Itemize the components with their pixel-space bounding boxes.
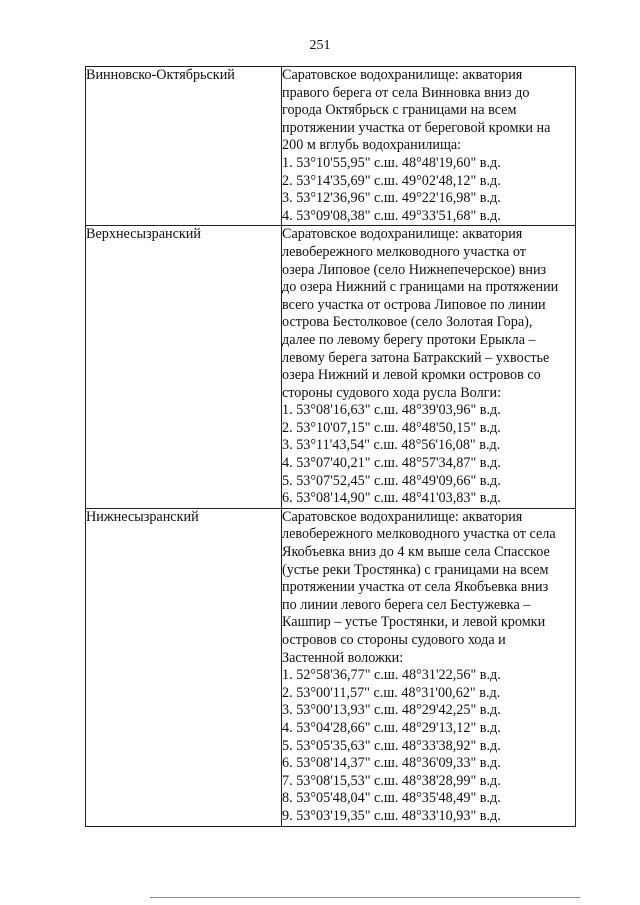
coordinate-line: 5. 53°05'35,63" с.ш. 48°33'38,92" в.д. <box>282 737 501 754</box>
description-line: далее по левому берегу протоки Ерыкла – <box>282 331 536 348</box>
description-line: Саратовское водохранилище: акватория <box>282 67 523 83</box>
coordinate-line: 9. 53°03'19,35" с.ш. 48°33'10,93" в.д. <box>282 807 501 824</box>
description-line: протяжении участка от села Якобъевка вниз <box>282 579 549 596</box>
description-line: до озера Нижний с границами на протяжении <box>282 279 559 296</box>
coordinate-line: 3. 53°12'36,96" с.ш. 49°22'16,98" в.д. <box>282 190 501 207</box>
description-line: города Октябрьск с границами на всем <box>282 102 517 119</box>
description-line: левобережного мелководного участка от <box>282 243 526 260</box>
description-line: 200 м вглубь водохранилища: <box>282 137 462 154</box>
zone-name: Верхнесызранский <box>86 226 201 243</box>
coordinate-line: 3. 53°00'13,93" с.ш. 48°29'42,25" в.д. <box>282 702 501 719</box>
description-line: всего участка от острова Липовое по линии <box>282 296 546 313</box>
description-line: Якобъевка вниз до 4 км выше села Спасское <box>282 544 550 561</box>
description-line: Саратовское водохранилище: акватория <box>282 226 523 243</box>
zone-name-cell <box>86 67 282 226</box>
description-line: правого берега от села Винновка вниз до <box>282 84 530 101</box>
coordinate-line: 3. 53°11'43,54" с.ш. 48°56'16,08" в.д. <box>282 437 501 454</box>
zone-description-cell <box>282 508 576 826</box>
coordinate-line: 8. 53°05'48,04" с.ш. 48°35'48,49" в.д. <box>282 790 501 807</box>
coordinate-line: 6. 53°08'14,37" с.ш. 48°36'09,33" в.д. <box>282 755 501 772</box>
description-line: Кашпир – устье Тростянки, и левой кромки <box>282 614 546 631</box>
description-line: по линии левого берега сел Бестужевка – <box>282 596 531 613</box>
zone-name: Нижнесызранский <box>86 508 199 525</box>
description-line: острова Бестолковое (село Золотая Гора), <box>282 314 533 331</box>
description-line: левому берега затона Батракский – ухвостье <box>282 349 550 366</box>
coordinate-line: 2. 53°00'11,57" с.ш. 48°31'00,62" в.д. <box>282 684 501 701</box>
zone-description-cell <box>282 67 576 226</box>
zone-description-cell <box>282 226 576 509</box>
zone-name: Винновско-Октябрьский <box>86 67 235 83</box>
zone-name-cell <box>86 508 282 826</box>
coordinate-line: 1. 52°58'36,77" с.ш. 48°31'22,56" в.д. <box>282 667 501 684</box>
coordinate-line: 1. 53°08'16,63" с.ш. 48°39'03,96" в.д. <box>282 402 501 419</box>
coordinate-line: 5. 53°07'52,45" с.ш. 48°49'09,66" в.д. <box>282 472 501 489</box>
description-line: озера Липовое (село Нижнепечерское) вниз <box>282 261 547 278</box>
description-line: островов со стороны судового хода и <box>282 632 506 648</box>
table-row <box>86 226 576 509</box>
zone-name-cell <box>86 226 282 509</box>
description-line: Застенной воложки: <box>282 649 404 666</box>
coordinate-line: 4. 53°04'28,66" с.ш. 48°29'13,12" в.д. <box>282 719 501 736</box>
page-number: 251 <box>309 38 331 53</box>
description-line: (устье реки Тростянка) с границами на всем <box>282 561 549 578</box>
table-row <box>86 67 576 226</box>
table-row <box>86 508 576 826</box>
coordinate-line: 4. 53°07'40,21" с.ш. 48°57'34,87" в.д. <box>282 455 501 472</box>
coordinate-line: 2. 53°14'35,69" с.ш. 49°02'48,12" в.д. <box>282 172 501 189</box>
description-line: левобережного мелководного участка от села <box>282 526 556 543</box>
zones-table <box>85 66 576 827</box>
coordinate-line: 4. 53°09'08,38" с.ш. 49°33'51,68" в.д. <box>282 207 501 224</box>
coordinate-line: 1. 53°10'55,95" с.ш. 48°48'19,60" в.д. <box>282 154 501 171</box>
coordinate-line: 7. 53°08'15,53" с.ш. 48°38'28,99" в.д. <box>282 772 501 789</box>
description-line: стороны судового хода русла Волги: <box>282 384 502 401</box>
coordinate-line: 6. 53°08'14,90" с.ш. 48°41'03,83" в.д. <box>282 490 501 507</box>
description-line: Саратовское водохранилище: акватория <box>282 508 523 525</box>
description-line: озера Нижний и левой кромки островов со <box>282 367 541 384</box>
description-line: протяжении участка от береговой кромки на <box>282 119 551 136</box>
coordinate-line: 2. 53°10'07,15" с.ш. 48°48'50,15" в.д. <box>282 419 501 436</box>
scan-edge-line <box>150 897 580 898</box>
